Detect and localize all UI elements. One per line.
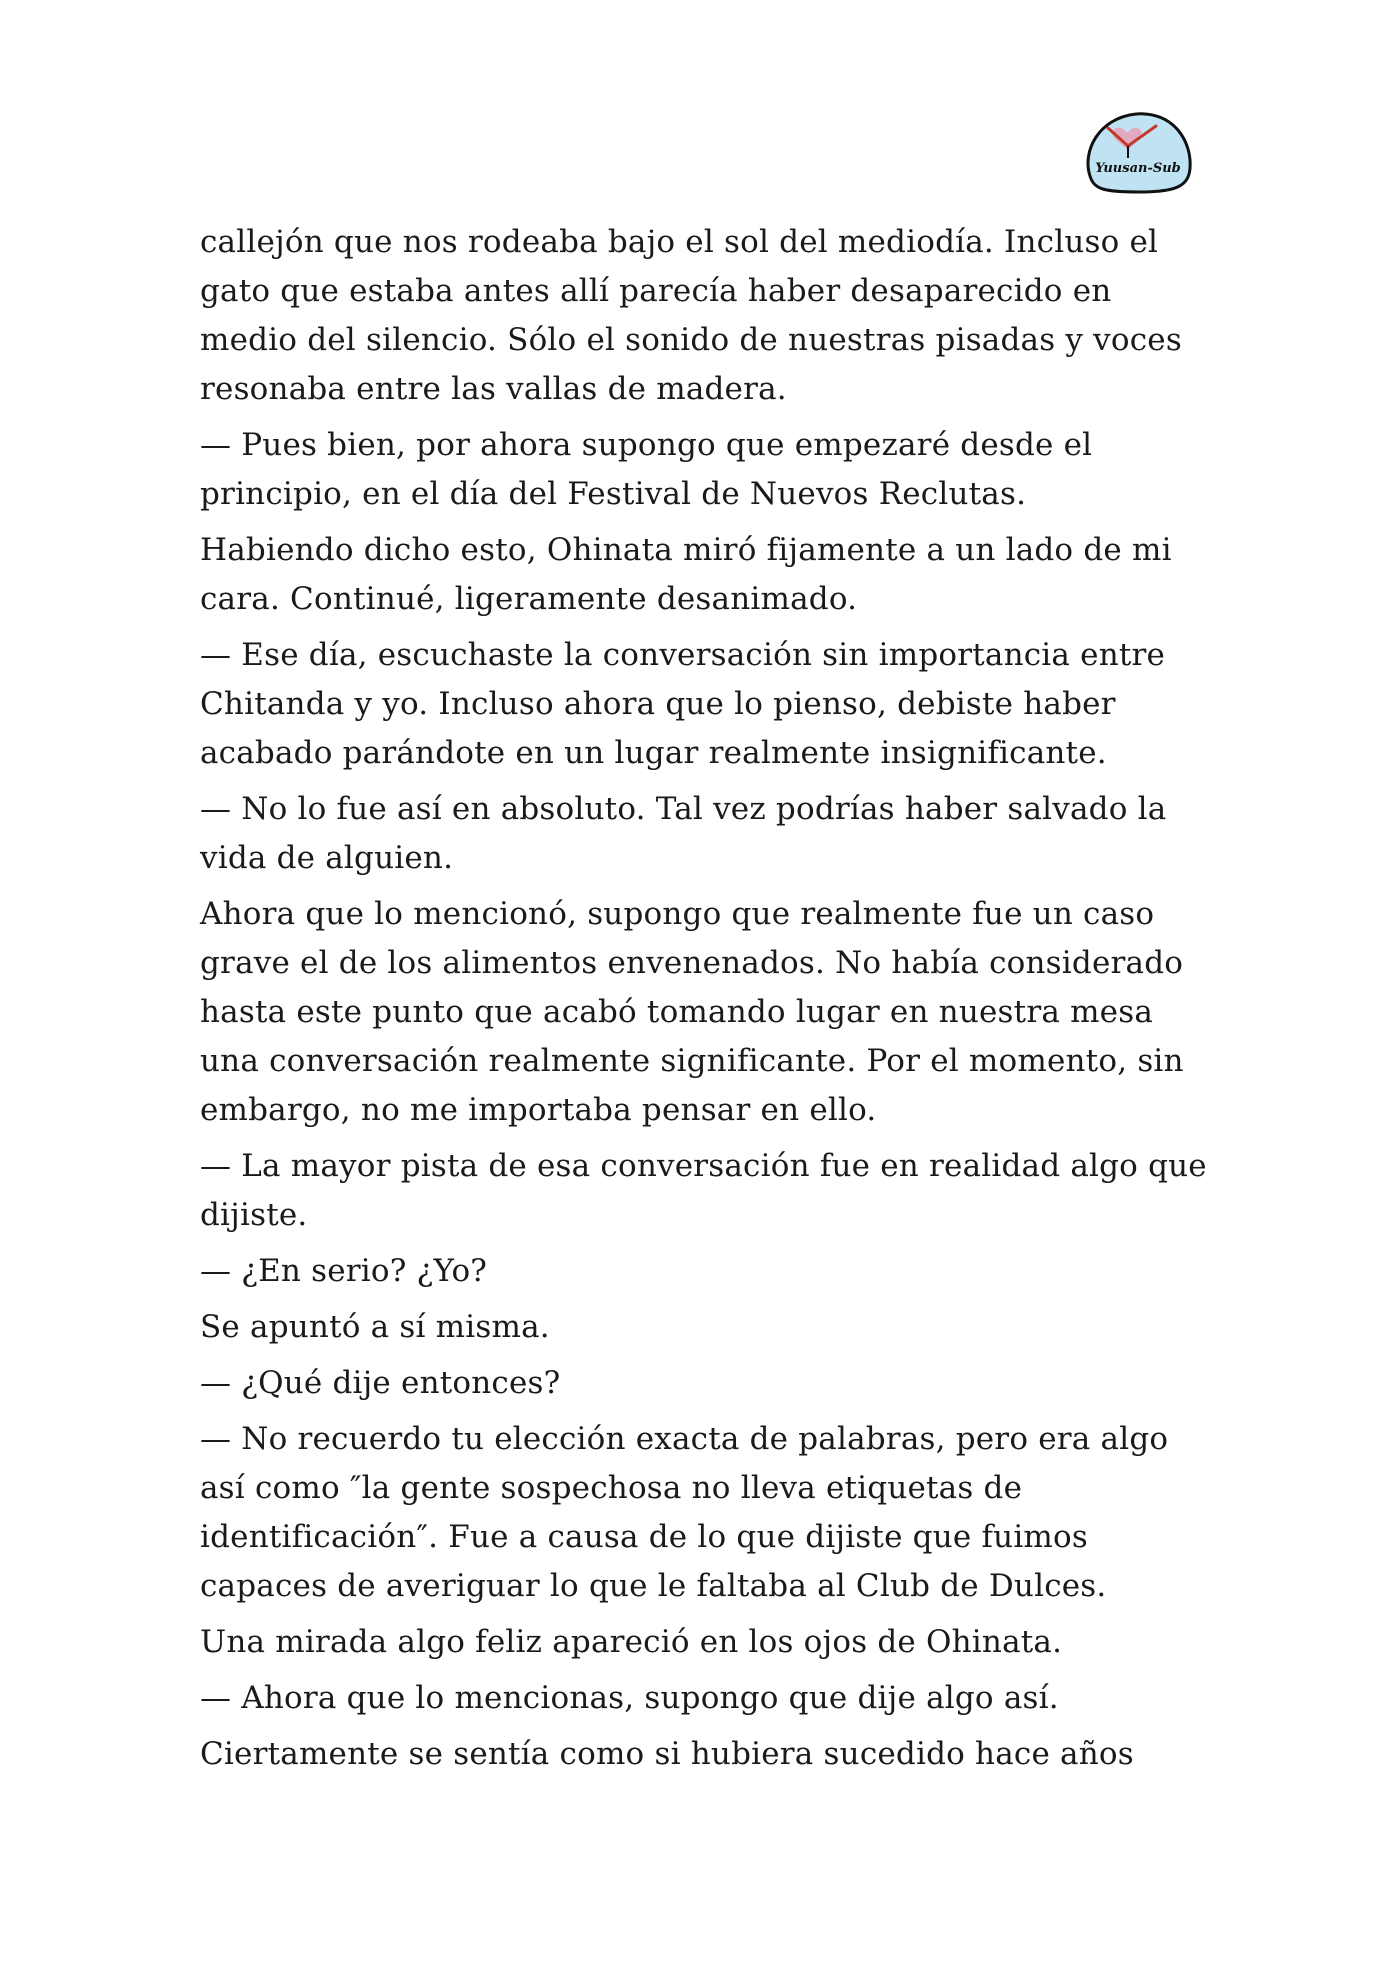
paragraph: — Pues bien, por ahora supongo que empezaré desde el principio, en el día del Festival de Nuevos Reclutas.: [200, 427, 1093, 512]
paragraph: Una mirada algo feliz apareció en los ojos de Ohinata.: [200, 1624, 1063, 1660]
paragraph: — ¿En serio? ¿Yo?: [200, 1253, 488, 1289]
paragraph: Ahora que lo mencionó, supongo que realmente fue un caso grave el de los alimentos envenenados. No había considerado hasta este punto que acabó tomando lugar en nuestra mesa una conversación realmente significante. Por el momento, sin embargo, no me importaba pensar en ello.: [200, 896, 1184, 1128]
paragraph: Se apuntó a sí misma.: [200, 1309, 550, 1345]
paragraph: — Ahora que lo mencionas, supongo que dije algo así.: [200, 1680, 1059, 1716]
logo-text: Yuusan-Sub: [1095, 161, 1181, 176]
paragraph: callejón que nos rodeaba bajo el sol del mediodía. Incluso el gato que estaba antes allí parecía haber desaparecido en medio del silencio. Sólo el sonido de nuestras pisadas y voces resonaba entre las vallas de madera.: [200, 224, 1182, 407]
paragraph: — No recuerdo tu elección exacta de palabras, pero era algo así como ″la gente sospechosa no lleva etiquetas de identificación″. Fue a causa de lo que dijiste que fuimos capaces de averiguar lo que le faltaba al Club de Dulces.: [200, 1421, 1169, 1604]
logo-badge-icon: [1080, 106, 1196, 196]
document-body: [200, 218, 1210, 1779]
paragraph: — ¿Qué dije entonces?: [200, 1365, 561, 1401]
paragraph: — Ese día, escuchaste la conversación sin importancia entre Chitanda y yo. Incluso ahora que lo pienso, debiste haber acabado parándote en un lugar realmente insignificante.: [200, 637, 1166, 771]
paragraph: — La mayor pista de esa conversación fue en realidad algo que dijiste.: [200, 1148, 1207, 1233]
watermark-logo: [1080, 106, 1196, 196]
paragraph: Habiendo dicho esto, Ohinata miró fijamente a un lado de mi cara. Continué, ligeramente desanimado.: [200, 532, 1172, 617]
paragraph: Ciertamente se sentía como si hubiera sucedido hace años: [200, 1736, 1134, 1772]
paragraph: — No lo fue así en absoluto. Tal vez podrías haber salvado la vida de alguien.: [200, 791, 1167, 876]
